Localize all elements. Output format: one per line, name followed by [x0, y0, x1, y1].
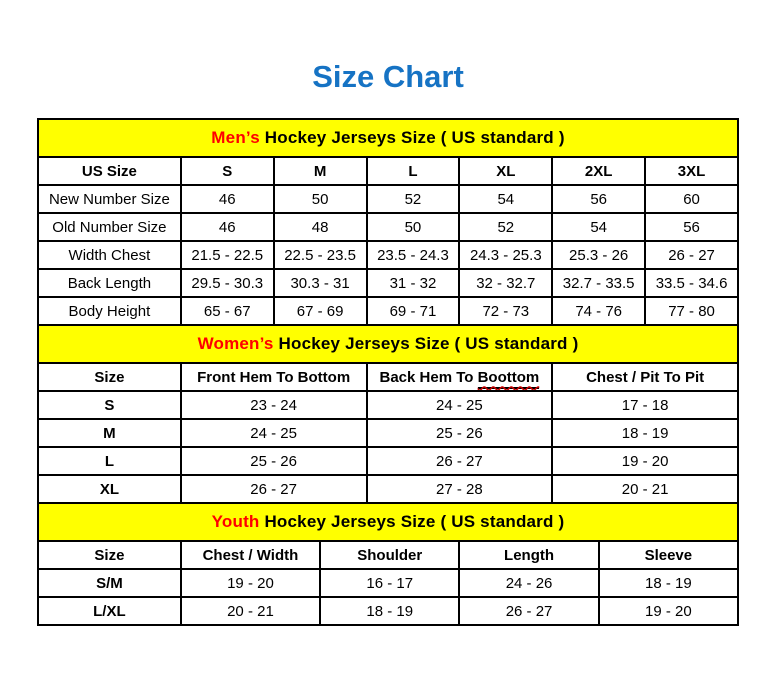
womens-row-label: L: [38, 447, 181, 475]
mens-value-cell: 56: [552, 185, 645, 213]
mens-value-cell: 24.3 - 25.3: [459, 241, 552, 269]
mens-column-header: XL: [459, 157, 552, 185]
mens-value-cell: 46: [181, 185, 274, 213]
mens-table-row: [38, 241, 738, 269]
youth-banner-accent: Youth: [211, 512, 260, 532]
youth-row-label: S/M: [38, 569, 181, 597]
womens-value-cell: 27 - 28: [367, 475, 553, 503]
mens-value-cell: 60: [645, 185, 738, 213]
youth-value-cell: 20 - 21: [181, 597, 320, 625]
mens-column-header: S: [181, 157, 274, 185]
mens-value-cell: 54: [459, 185, 552, 213]
youth-column-header: Sleeve: [599, 541, 738, 569]
mens-banner-cell: [38, 119, 738, 157]
youth-column-header: Size: [38, 541, 181, 569]
mens-value-cell: 67 - 69: [274, 297, 367, 325]
womens-table-row: [38, 391, 738, 419]
mens-row-label: New Number Size: [38, 185, 181, 213]
youth-value-cell: 19 - 20: [599, 597, 738, 625]
mens-header-row: [38, 157, 738, 185]
mens-table-row: [38, 185, 738, 213]
youth-column-header: Chest / Width: [181, 541, 320, 569]
mens-value-cell: 32 - 32.7: [459, 269, 552, 297]
page-title: Size Chart: [312, 59, 464, 94]
womens-banner-cell: [38, 325, 738, 363]
youth-row-label: L/XL: [38, 597, 181, 625]
mens-banner-accent: Men’s: [211, 128, 260, 148]
womens-row-label: S: [38, 391, 181, 419]
mens-table-row: [38, 297, 738, 325]
mens-value-cell: 30.3 - 31: [274, 269, 367, 297]
mens-value-cell: 25.3 - 26: [552, 241, 645, 269]
mens-size-table: [37, 118, 739, 326]
mens-column-header: 3XL: [645, 157, 738, 185]
mens-value-cell: 29.5 - 30.3: [181, 269, 274, 297]
youth-banner-row: [38, 503, 738, 541]
mens-value-cell: 32.7 - 33.5: [552, 269, 645, 297]
mens-table-row: [38, 269, 738, 297]
womens-table-row: [38, 475, 738, 503]
mens-value-cell: 33.5 - 34.6: [645, 269, 738, 297]
womens-value-cell: 24 - 25: [181, 419, 367, 447]
womens-column-header: Front Hem To Bottom: [181, 363, 367, 391]
youth-banner-cell: [38, 503, 738, 541]
mens-value-cell: 54: [552, 213, 645, 241]
mens-value-cell: 69 - 71: [367, 297, 460, 325]
womens-banner-row: [38, 325, 738, 363]
youth-value-cell: 16 - 17: [320, 569, 459, 597]
youth-value-cell: 18 - 19: [599, 569, 738, 597]
womens-table-row: [38, 419, 738, 447]
misspelled-word: Boottom: [478, 369, 540, 389]
womens-value-cell: 26 - 27: [181, 475, 367, 503]
mens-value-cell: 26 - 27: [645, 241, 738, 269]
mens-row-label: Back Length: [38, 269, 181, 297]
mens-value-cell: 48: [274, 213, 367, 241]
mens-row-label: Old Number Size: [38, 213, 181, 241]
womens-table-row: [38, 447, 738, 475]
womens-column-header: Back Hem To Boottom: [367, 363, 553, 391]
youth-column-header: Length: [459, 541, 598, 569]
youth-value-cell: 19 - 20: [181, 569, 320, 597]
womens-row-label: M: [38, 419, 181, 447]
mens-banner-text: Hockey Jerseys Size ( US standard ): [259, 128, 565, 148]
womens-banner-text: Hockey Jerseys Size ( US standard ): [273, 334, 579, 354]
mens-value-cell: 21.5 - 22.5: [181, 241, 274, 269]
mens-value-cell: 23.5 - 24.3: [367, 241, 460, 269]
womens-value-cell: 25 - 26: [181, 447, 367, 475]
mens-value-cell: 50: [274, 185, 367, 213]
womens-banner-accent: Women’s: [197, 334, 274, 354]
mens-banner-row: [38, 119, 738, 157]
womens-size-table: [37, 324, 739, 504]
mens-value-cell: 56: [645, 213, 738, 241]
mens-value-cell: 52: [367, 185, 460, 213]
mens-table-row: [38, 213, 738, 241]
womens-value-cell: 17 - 18: [552, 391, 738, 419]
mens-value-cell: 50: [367, 213, 460, 241]
womens-row-label: XL: [38, 475, 181, 503]
womens-column-header: Chest / Pit To Pit: [552, 363, 738, 391]
youth-value-cell: 24 - 26: [459, 569, 598, 597]
mens-column-header: M: [274, 157, 367, 185]
mens-value-cell: 31 - 32: [367, 269, 460, 297]
womens-value-cell: 25 - 26: [367, 419, 553, 447]
mens-column-header: 2XL: [552, 157, 645, 185]
mens-column-header: US Size: [38, 157, 181, 185]
mens-value-cell: 74 - 76: [552, 297, 645, 325]
mens-column-header: L: [367, 157, 460, 185]
youth-table-row: [38, 597, 738, 625]
youth-size-table: [37, 502, 739, 626]
mens-value-cell: 77 - 80: [645, 297, 738, 325]
womens-value-cell: 20 - 21: [552, 475, 738, 503]
womens-header-row: [38, 363, 738, 391]
womens-value-cell: 18 - 19: [552, 419, 738, 447]
mens-value-cell: 72 - 73: [459, 297, 552, 325]
size-chart-container: [37, 118, 739, 626]
youth-column-header: Shoulder: [320, 541, 459, 569]
youth-value-cell: 26 - 27: [459, 597, 598, 625]
womens-value-cell: 23 - 24: [181, 391, 367, 419]
mens-value-cell: 22.5 - 23.5: [274, 241, 367, 269]
mens-value-cell: 52: [459, 213, 552, 241]
mens-value-cell: 46: [181, 213, 274, 241]
mens-row-label: Body Height: [38, 297, 181, 325]
womens-value-cell: 24 - 25: [367, 391, 553, 419]
youth-table-row: [38, 569, 738, 597]
womens-value-cell: 19 - 20: [552, 447, 738, 475]
womens-column-header: Size: [38, 363, 181, 391]
youth-banner-text: Hockey Jerseys Size ( US standard ): [259, 512, 565, 532]
womens-value-cell: 26 - 27: [367, 447, 553, 475]
mens-row-label: Width Chest: [38, 241, 181, 269]
youth-value-cell: 18 - 19: [320, 597, 459, 625]
mens-value-cell: 65 - 67: [181, 297, 274, 325]
youth-header-row: [38, 541, 738, 569]
